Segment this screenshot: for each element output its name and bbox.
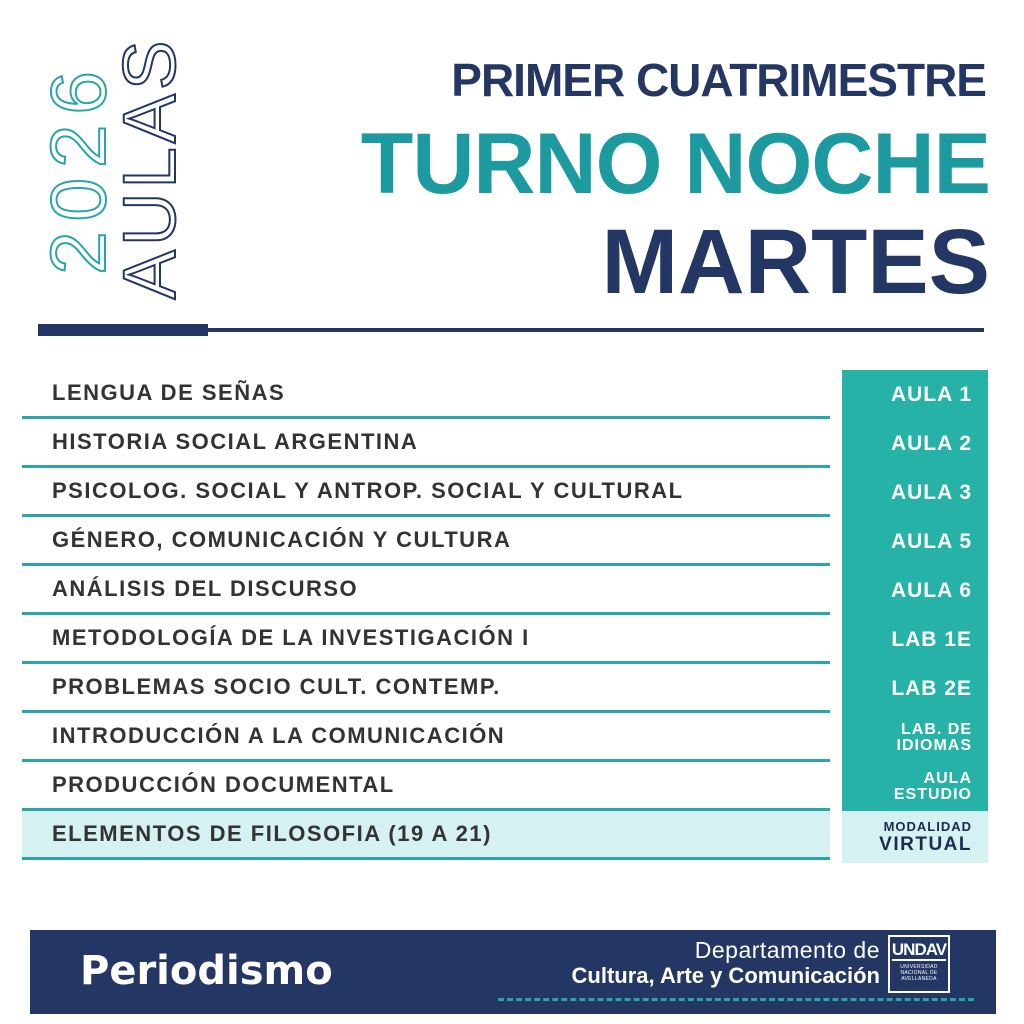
title-semester: PRIMER CUATRIMESTRE (451, 54, 986, 106)
divider-thin (200, 328, 984, 332)
logo-mark: UNDAV (891, 940, 947, 959)
subject-row: INTRODUCCIÓN A LA COMUNICACIÓN (22, 713, 830, 762)
subject-row: PROBLEMAS SOCIO CULT. CONTEMP. (22, 664, 830, 713)
career-name: Periodismo (80, 948, 333, 994)
room-label: AULA 1 (890, 382, 972, 406)
room-label: AULA 6 (890, 578, 972, 602)
room-label-virtual: MODALIDAD VIRTUAL (842, 811, 988, 863)
logo-subtitle: UNIVERSIDAD NACIONAL DE AVELLANEDA (900, 964, 938, 982)
department-line-2: Cultura, Arte y Comunicación (571, 963, 880, 988)
vertical-year: 2026 (34, 61, 122, 275)
subject-row: METODOLOGÍA DE LA INVESTIGACIÓN I (22, 615, 830, 664)
title-shift: TURNO NOCHE (360, 116, 990, 212)
room-column (842, 370, 988, 861)
dashed-divider (498, 998, 974, 1001)
room-label: LAB 1E (891, 627, 972, 651)
room-label: LAB. DE IDIOMAS (896, 720, 972, 754)
title-day: MARTES (601, 211, 990, 313)
department-line-1: Departamento de (694, 937, 880, 963)
room-label: AULA 5 (890, 529, 972, 553)
room-label: AULA ESTUDIO (893, 769, 972, 803)
subject-list (22, 370, 830, 860)
subject-row: LENGUA DE SEÑAS (22, 370, 830, 419)
divider-thick (38, 324, 208, 336)
subject-row: GÉNERO, COMUNICACIÓN Y CULTURA (22, 517, 830, 566)
subject-row: PRODUCCIÓN DOCUMENTAL (22, 762, 830, 811)
subject-row: ANÁLISIS DEL DISCURSO (22, 566, 830, 615)
subject-row: PSICOLOG. SOCIAL Y ANTROP. SOCIAL Y CULTURAL (22, 468, 830, 517)
room-label: AULA 2 (890, 431, 972, 455)
subject-row: HISTORIA SOCIAL ARGENTINA (22, 419, 830, 468)
university-logo (888, 935, 950, 993)
footer-banner (30, 930, 996, 1014)
subject-row-highlighted: ELEMENTOS DE FILOSOFIA (19 A 21) (22, 811, 830, 860)
room-label: LAB 2E (891, 676, 972, 700)
room-label: AULA 3 (890, 480, 972, 504)
vertical-aulas-label: AULAS (108, 36, 191, 300)
